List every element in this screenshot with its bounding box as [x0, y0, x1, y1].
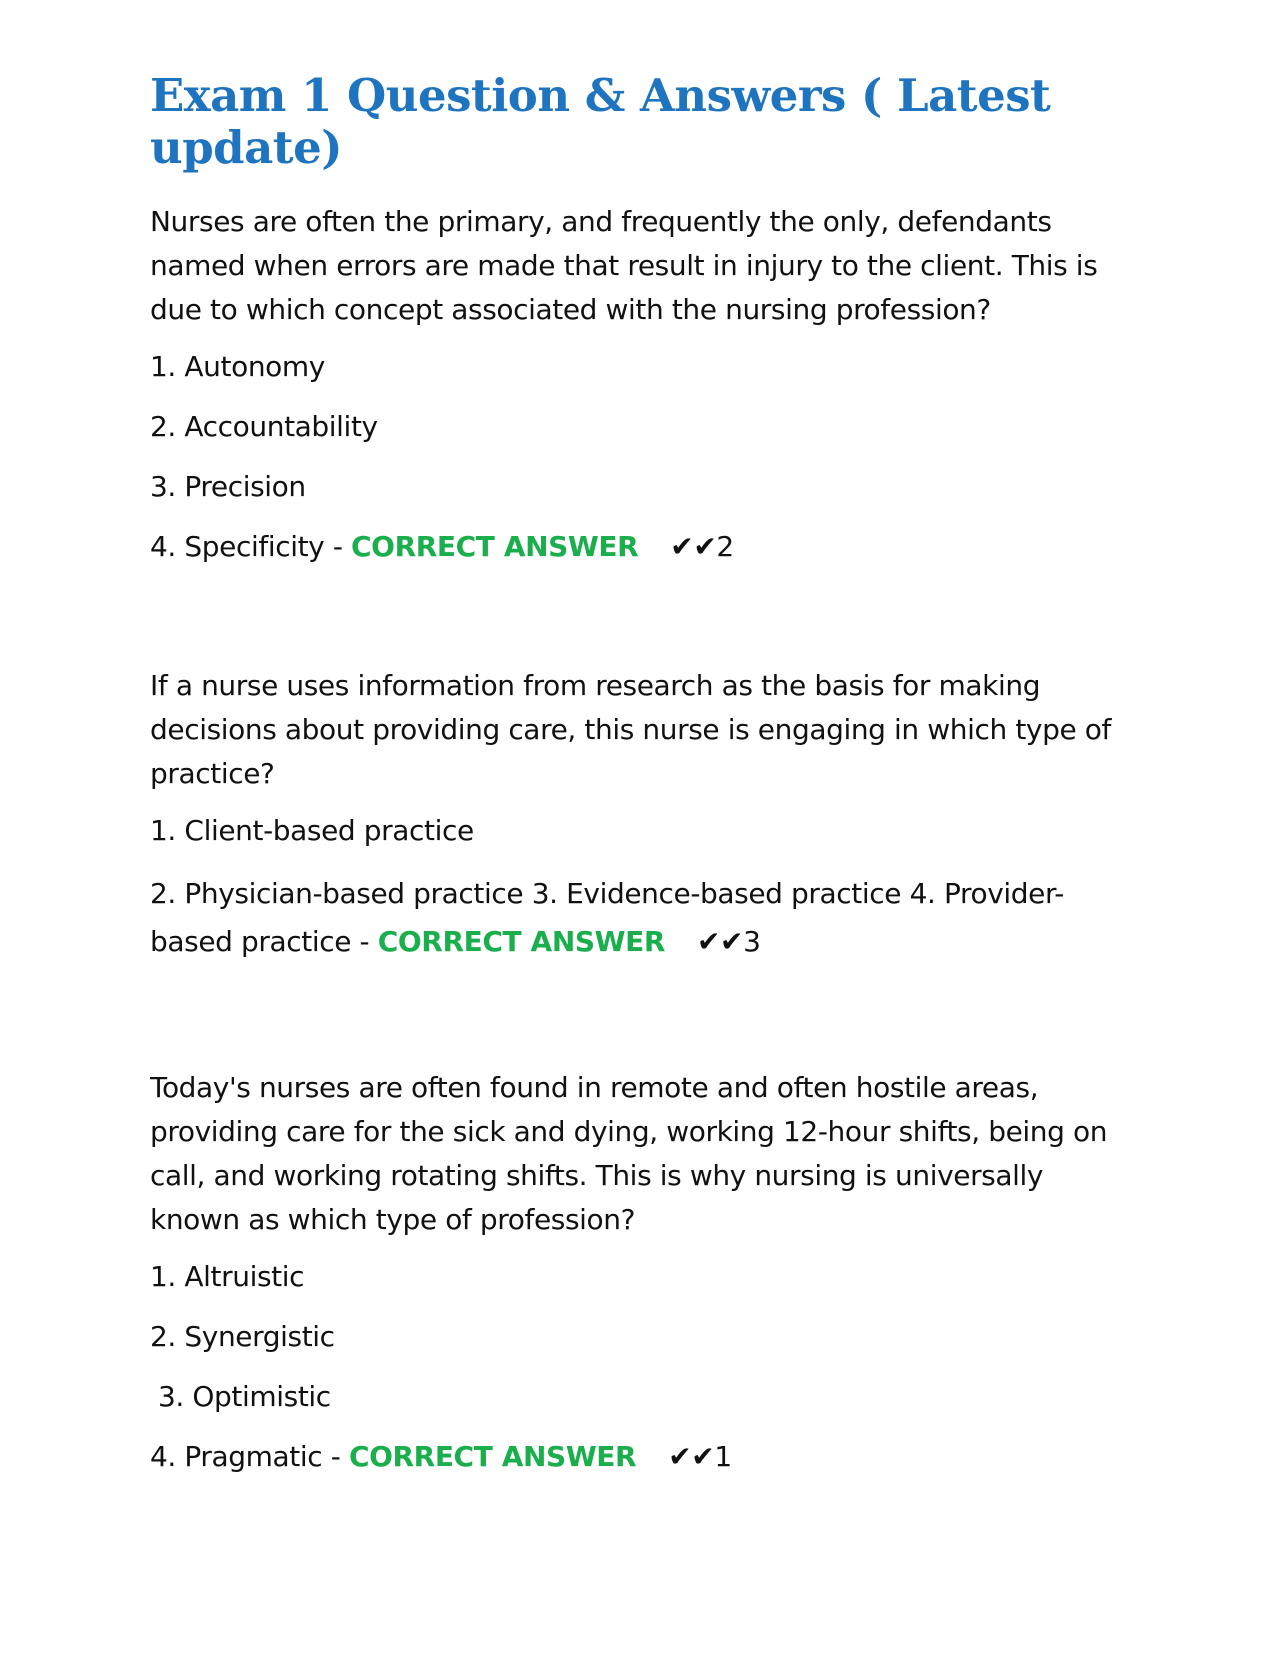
correct-answer-label-3: CORRECT ANSWER	[348, 1439, 637, 1473]
document-page	[150, 70, 1140, 1578]
question-text-2: If a nurse uses information from research as the basis for making decisions about providing care, this nurse is engaging in which type of practice?	[150, 668, 1111, 790]
answer-line-1	[150, 526, 1140, 568]
option-3-1: 1. Altruistic	[150, 1259, 305, 1293]
option-1-4: 4. Specificity -	[150, 529, 352, 563]
document-title: Exam 1 Question & Answers ( Latest update)	[150, 69, 1051, 174]
answer-line-2	[150, 870, 1140, 966]
option-3-3: 3. Optimistic	[158, 1379, 331, 1413]
question-text-3: Today's nurses are often found in remote and often hostile areas, providing care for the sick and dying, working 12-hour shifts, being on call, and working rotating shifts. This is why nursing is universally known as which type of profession?	[150, 1070, 1108, 1236]
option-2-2: 2. Physician-based practice 3. Evidence-based practice 4. Provider-based practice -	[150, 876, 1064, 958]
correct-answer-label-2: CORRECT ANSWER	[377, 924, 665, 958]
option-3-4: 4. Pragmatic -	[150, 1439, 349, 1473]
check-mark-icon: ✔✔	[697, 924, 744, 958]
answer-value-1: 2	[716, 529, 734, 563]
option-1-2: 2. Accountability	[150, 409, 378, 443]
question-text-1: Nurses are often the primary, and frequently the only, defendants named when errors are made that result in injury to the client. This is due to which concept associated with the nursing profession?	[150, 204, 1098, 326]
answer-line-3	[150, 1436, 1140, 1478]
answer-value-2: 3	[743, 924, 761, 958]
check-mark-icon: ✔✔	[668, 1439, 715, 1473]
correct-answer-label-1: CORRECT ANSWER	[351, 529, 639, 563]
option-1-1: 1. Autonomy	[150, 349, 325, 383]
answer-value-3: 1	[714, 1439, 732, 1473]
option-2-1: 1. Client-based practice	[150, 813, 474, 847]
question-block-2	[150, 664, 1140, 966]
question-block-3	[150, 1066, 1140, 1478]
option-3-2: 2. Synergistic	[150, 1319, 335, 1353]
check-mark-icon: ✔✔	[670, 529, 717, 563]
option-1-3: 3. Precision	[150, 469, 306, 503]
question-block-1	[150, 200, 1140, 568]
